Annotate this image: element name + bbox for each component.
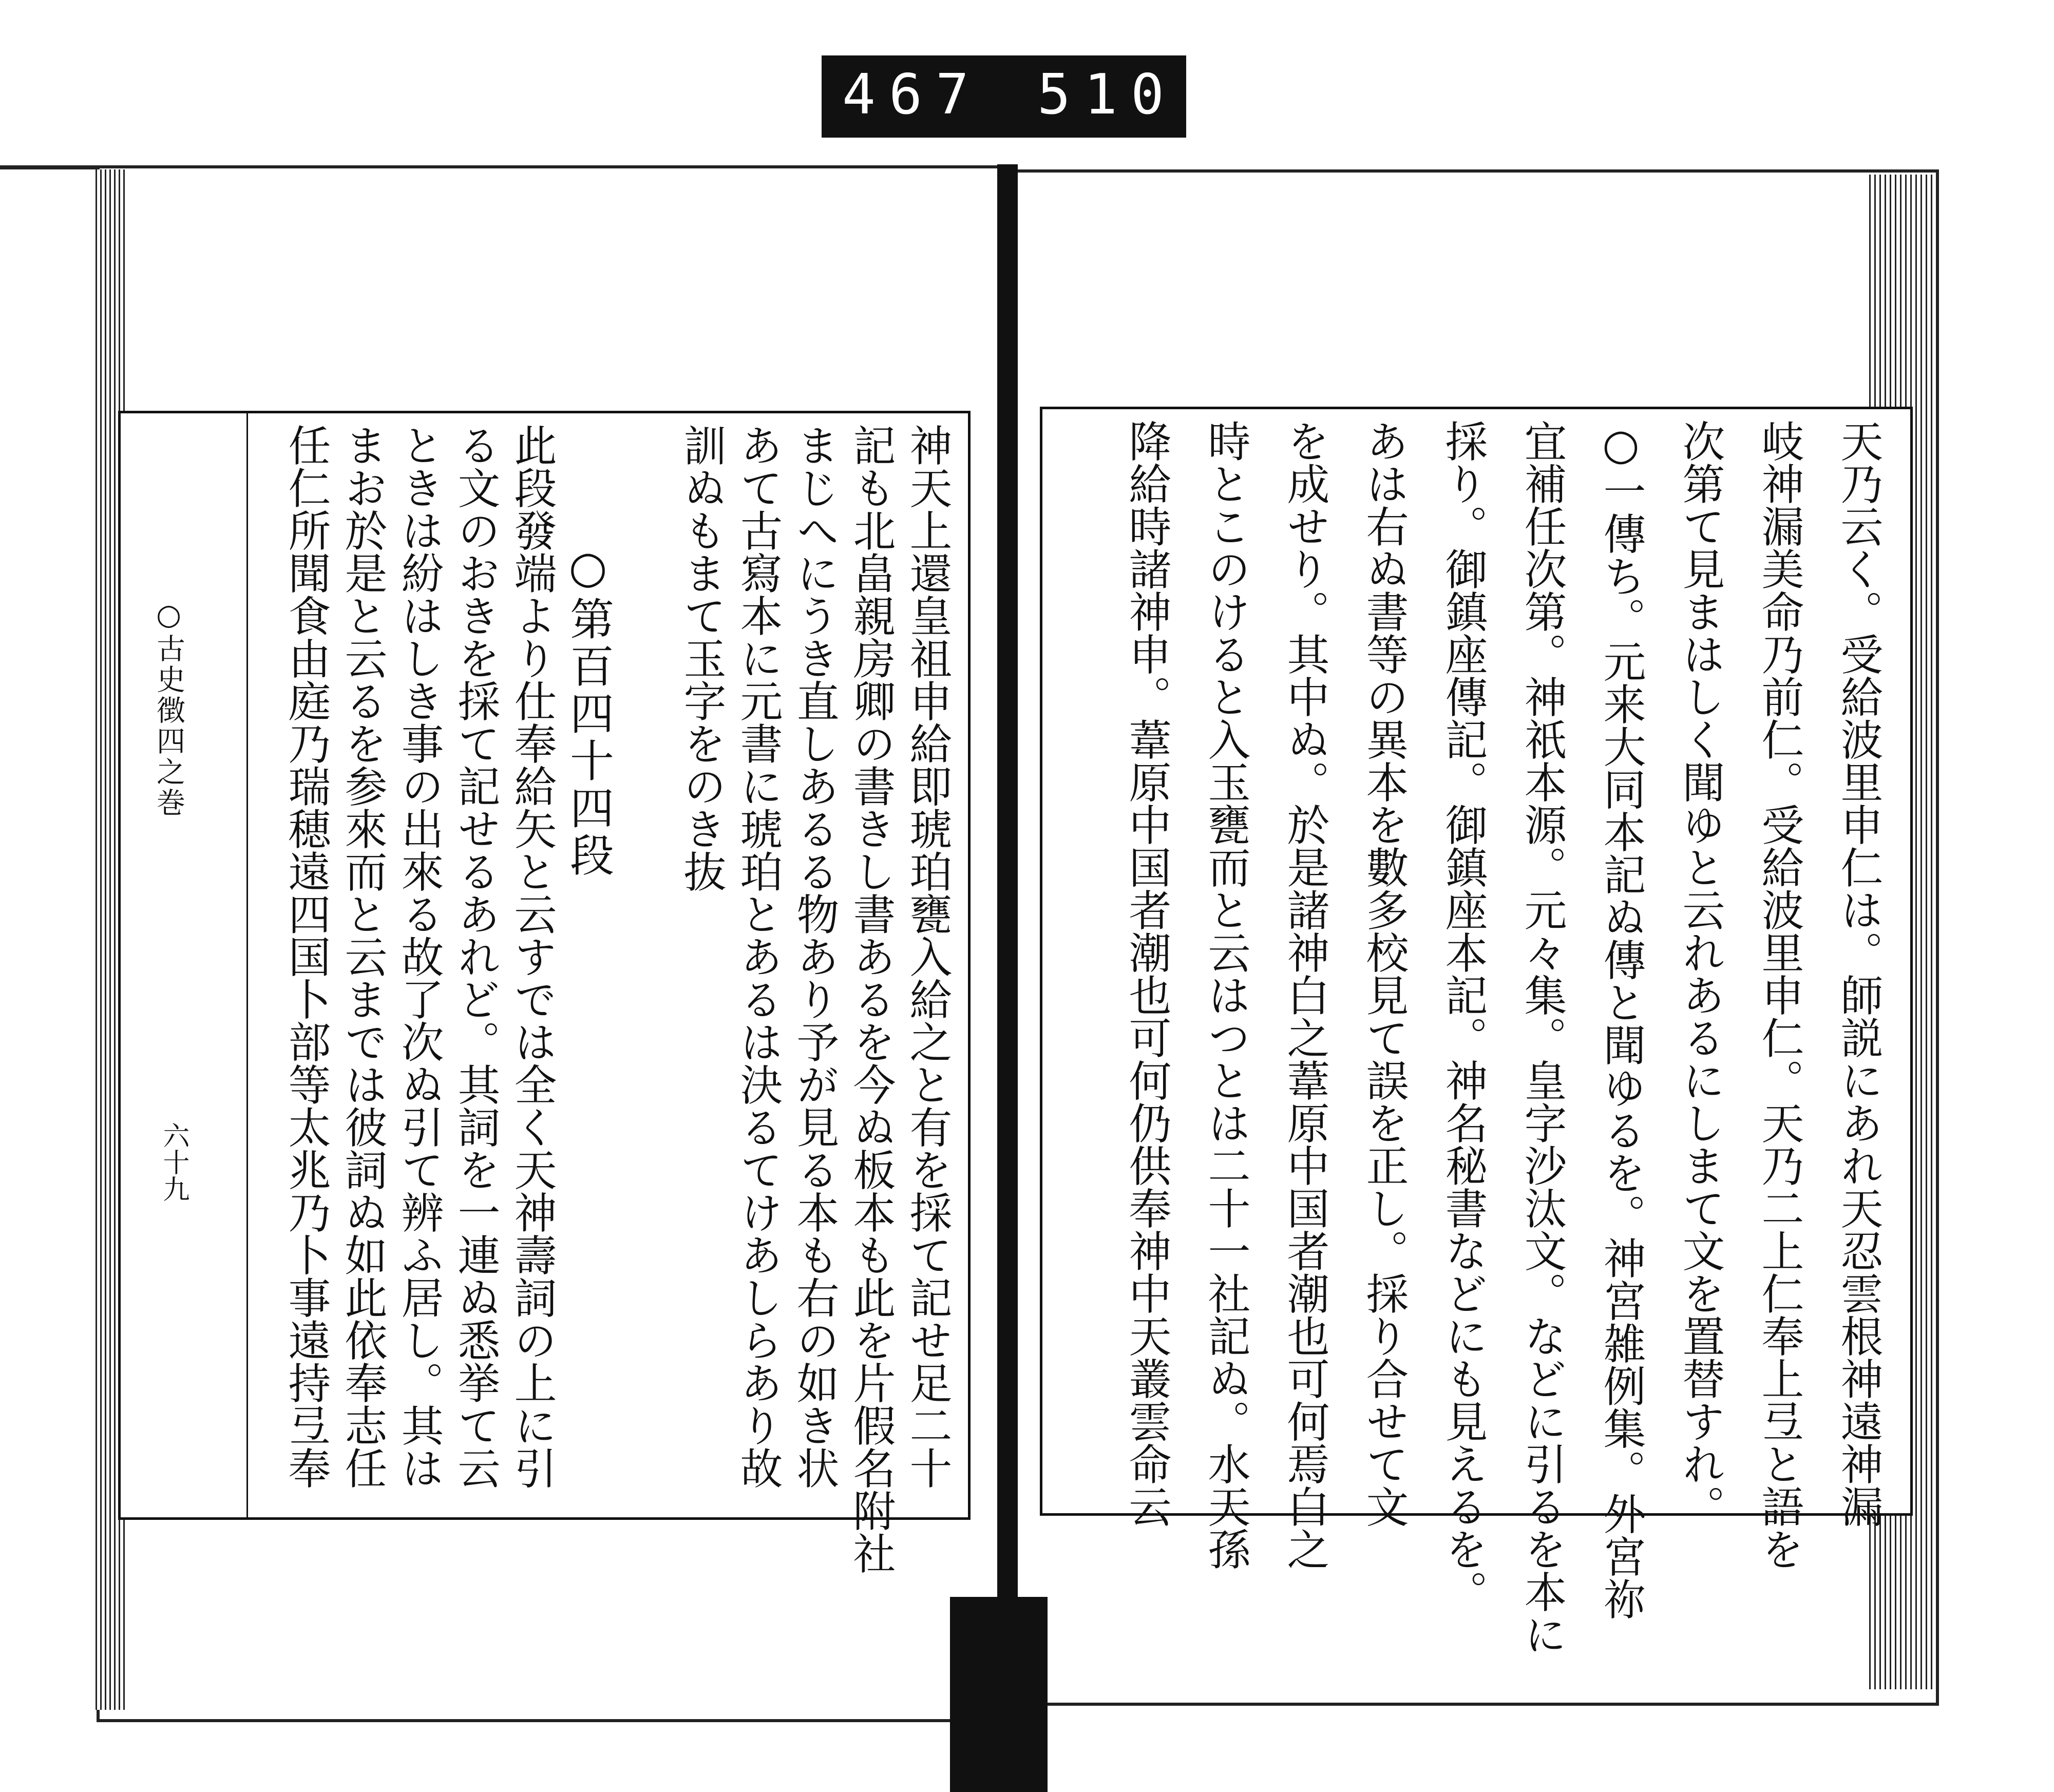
- text-column: 神天上還皇祖申給即琥珀甕入給之と有を採て記せ足二十: [902, 424, 952, 1489]
- text-column: 次第て見まはしく聞ゆと云れあるにしまて文を置替すれ。: [1675, 420, 1725, 1528]
- text-column: ときは紛はしき事の出來る故了次ぬ引て辨ふ居し。其は: [394, 424, 444, 1489]
- text-column: あて古寫本に元書に琥珀とあるは決るてけあしらあり故: [733, 424, 783, 1489]
- text-column: まお於是と云るを参來而と云までは彼詞ぬ如此依奉志任: [337, 424, 387, 1489]
- book-spine: [997, 164, 1018, 1792]
- header-divider: [246, 413, 248, 1517]
- text-column: まじへにうき直しあるる物あり予が見る本も右の如き状: [789, 424, 839, 1489]
- text-column: る文のおきを採て記せるあれど。其詞を一連ぬ悉挙て云: [450, 424, 500, 1489]
- text-column: 採り。御鎮座傳記。御鎮座本記。神名秘書などにも見えるを。: [1438, 420, 1488, 1613]
- page-number: 六十九: [158, 1122, 189, 1202]
- catalog-label: [822, 55, 1186, 138]
- text-column: 降給時諸神申。葦原中国者潮也可何仍供奉神中天叢雲命云: [1121, 420, 1171, 1528]
- text-column: 記も北畠親房卿の書きし書あるを今ぬ板本も此を片假名附社: [846, 424, 896, 1574]
- text-column: 岐神漏美命乃前仁。受給波里申仁。天乃二上仁奉上弖と語を: [1754, 420, 1804, 1570]
- text-column: 宜補任次第。神祇本源。元々集。皇字沙汰文。などに引るを本に: [1517, 420, 1567, 1655]
- catalog-number-right: 510: [1037, 63, 1178, 127]
- section-heading: ○第百四十四段: [562, 542, 614, 880]
- right-text-frame: [1040, 407, 1913, 1655]
- text-column: 任仁所聞食由庭乃瑞穂遠四国卜部等太兆乃卜事遠持弖奉: [281, 424, 331, 1489]
- left-text-frame: [118, 411, 971, 1574]
- text-column: あは右ぬ書等の異本を數多校見て誤を正し。採り合せて文: [1359, 420, 1409, 1528]
- spine-shadow: [950, 1597, 1048, 1792]
- text-column: 此段發端より仕奉給矢と云すでは全く天神壽詞の上に引: [507, 424, 557, 1489]
- text-column: を成せり。其中ぬ。於是諸神白之葦原中国者潮也可何焉白之: [1280, 420, 1329, 1570]
- text-column: 天乃云く。受給波里申仁は。師説にあれ天忍雲根神遠神漏: [1833, 420, 1883, 1528]
- text-column: 時とこのけると入玉甕而と云はつとは二十一社記ぬ。水天孫: [1201, 420, 1250, 1570]
- catalog-number-left: 467: [842, 63, 983, 127]
- chapter-header: ○古史徴四之巻: [152, 598, 185, 818]
- text-column: ○一傳ち。元来大同本記ぬ傳と聞ゆるを。神宮雑例集。外宮祢: [1596, 420, 1646, 1620]
- text-column: 訓ぬもまて玉字をのき抜: [676, 424, 726, 892]
